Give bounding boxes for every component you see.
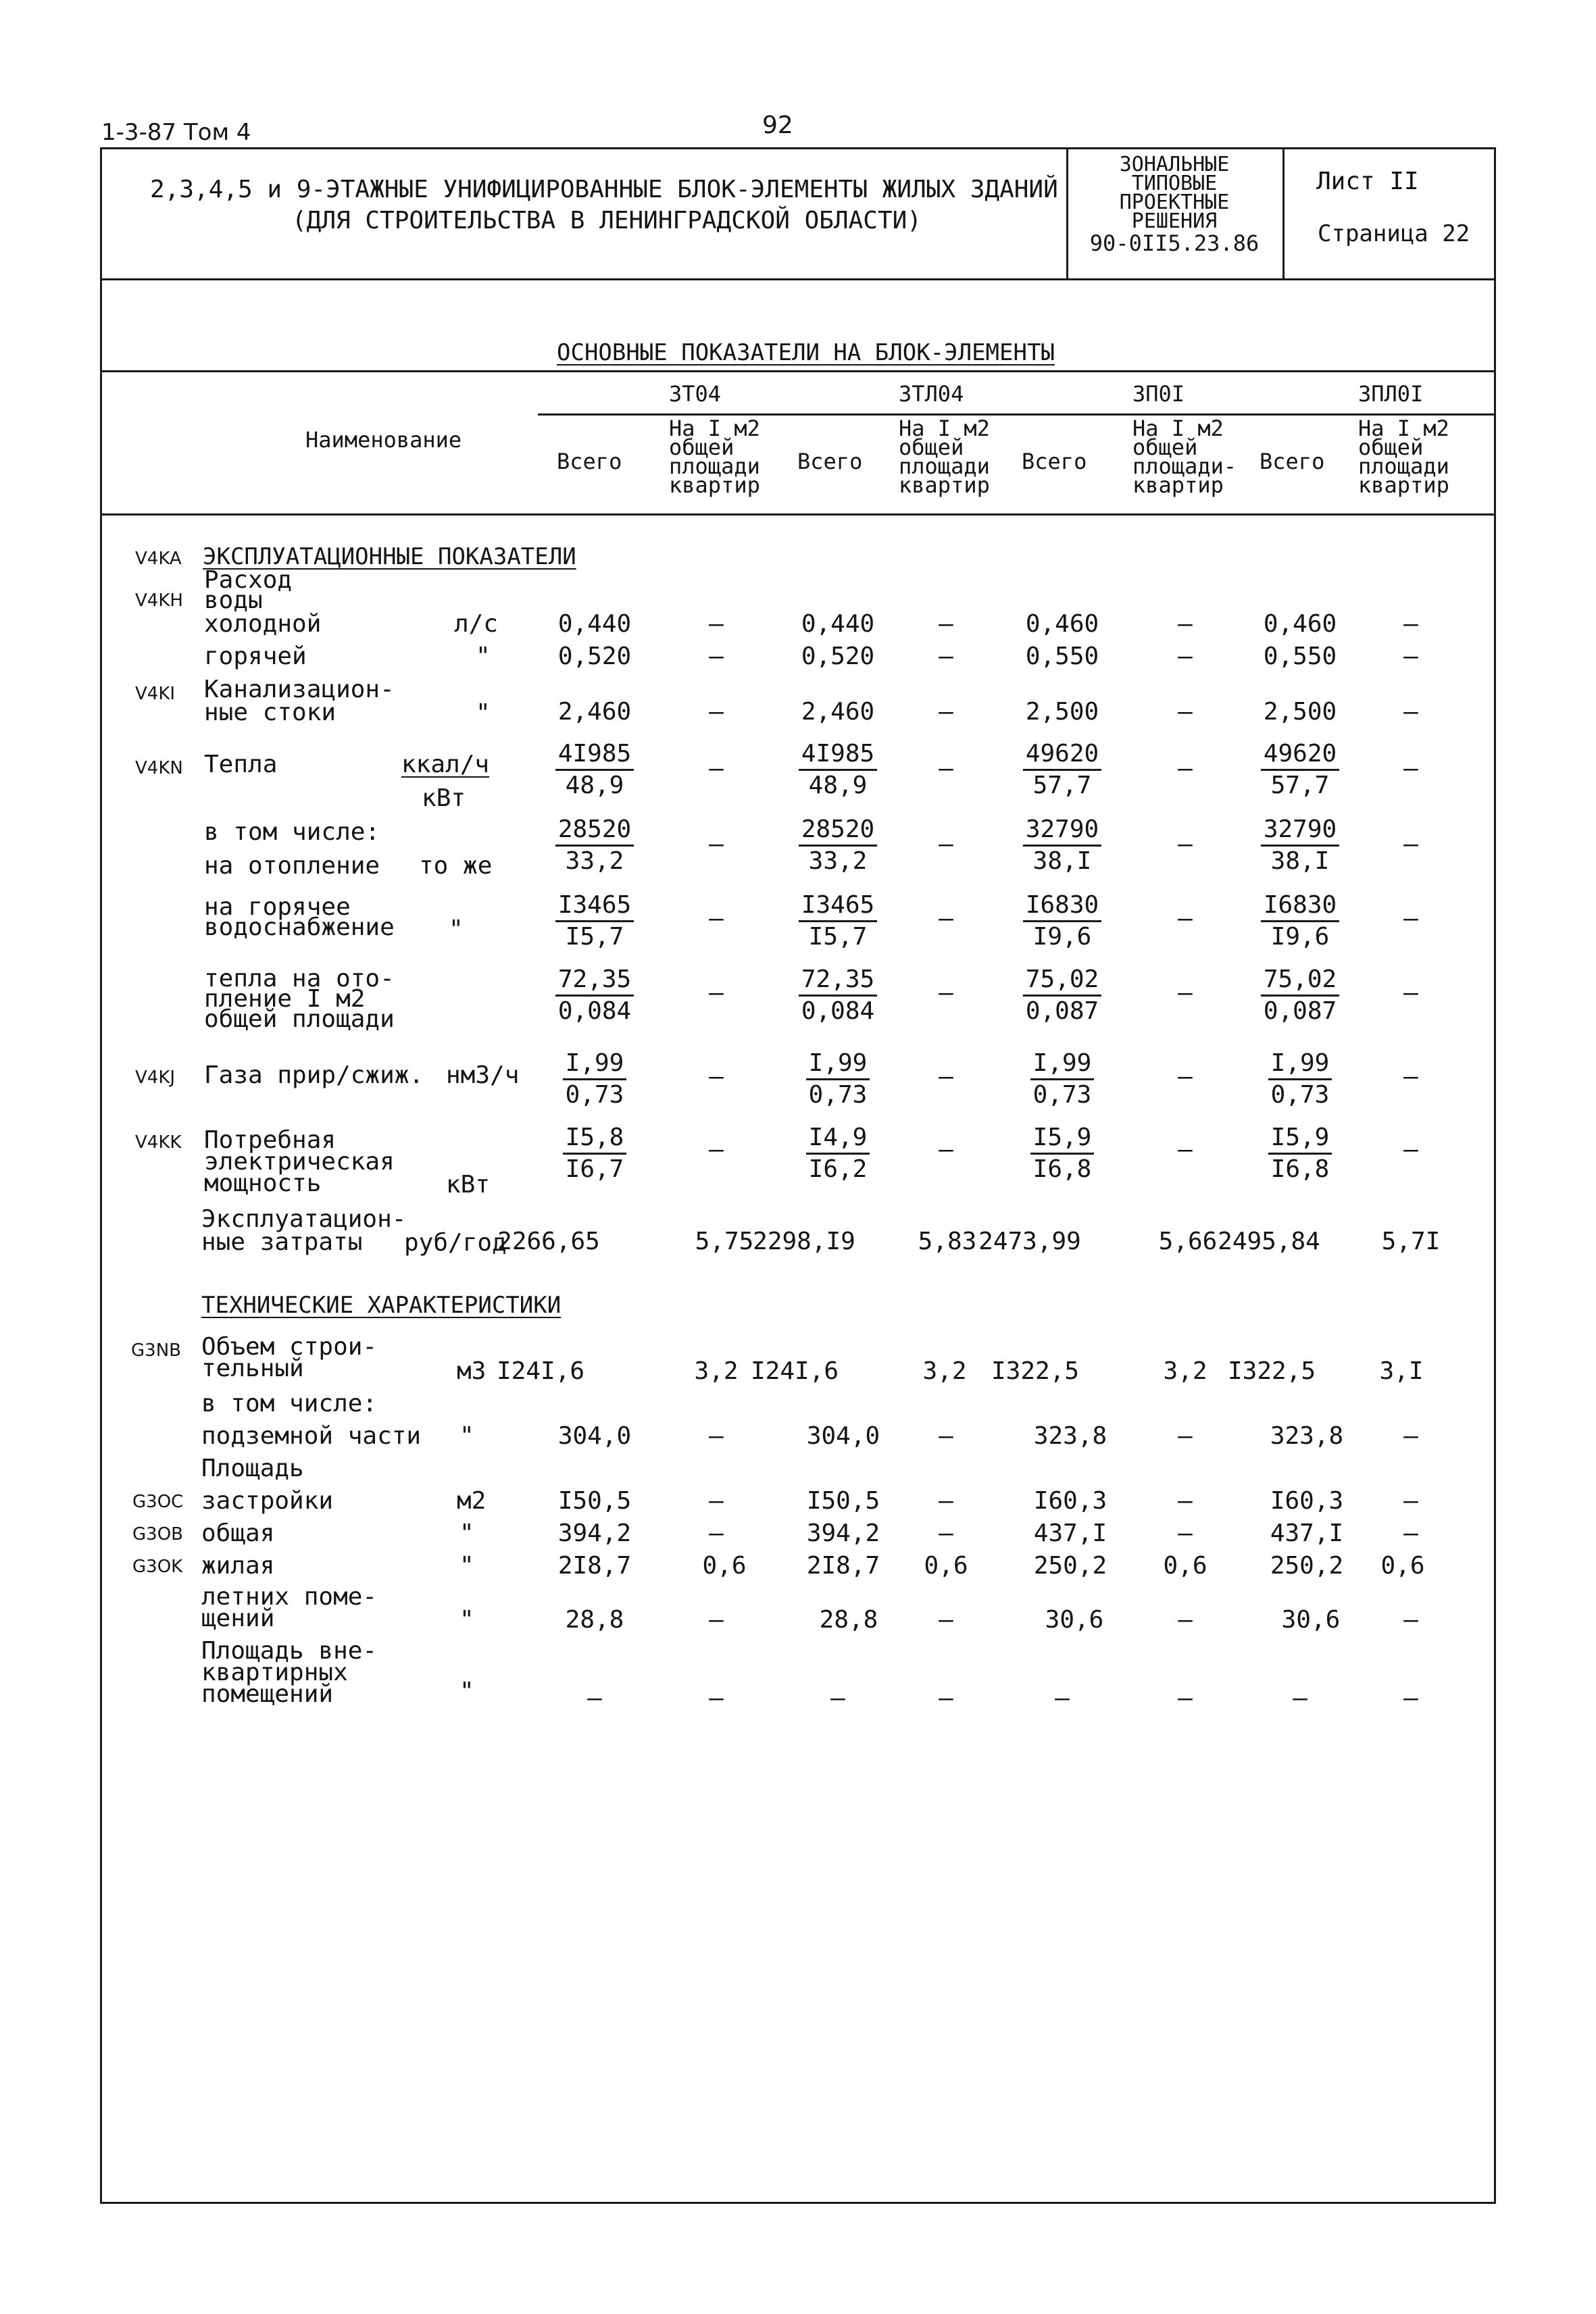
group-3T04: 3Т04	[669, 381, 722, 407]
value-cell: –	[1403, 643, 1418, 670]
value-cell: I322,5	[1227, 1357, 1316, 1385]
value-cell: –	[709, 1487, 724, 1515]
value-cell: 0,520	[801, 643, 875, 670]
row-code: V4KI	[135, 684, 176, 704]
value-cell: 2,460	[801, 698, 875, 726]
value-cell: 304,0	[557, 1422, 632, 1450]
value-cell: 437,I	[1270, 1519, 1344, 1547]
row-unit: "	[459, 1519, 474, 1547]
row-unit: "	[449, 915, 464, 943]
row-unit: м2	[457, 1487, 487, 1515]
row-label: жилая	[201, 1552, 275, 1580]
fraction-cell: $\frac{I,99}{0,73}$	[1232, 1049, 1368, 1110]
row-label: летних поме- щений	[201, 1583, 378, 1632]
value-cell: –	[1403, 1063, 1418, 1090]
row-unit: то же	[419, 852, 493, 880]
value-cell: 0,550	[1025, 643, 1099, 670]
value-cell: –	[1403, 755, 1418, 782]
row-label: Газа прир/сжиж.	[204, 1061, 424, 1089]
value-cell: 2266,65	[497, 1228, 600, 1255]
value-cell: –	[1178, 979, 1193, 1007]
value-cell: –	[709, 830, 724, 858]
fraction-cell: $\frac{32790}{38,I}$	[995, 815, 1130, 876]
value-cell: I50,5	[806, 1487, 880, 1515]
row-unit: м3	[457, 1357, 487, 1385]
value-cell: –	[939, 1136, 953, 1163]
row-label: подземной части	[201, 1422, 422, 1450]
row-code: V4KA	[135, 549, 182, 569]
fraction-cell: $\frac{72,35}{0,084}$	[527, 965, 662, 1026]
row-unit: "	[476, 643, 491, 670]
fraction-cell: $\frac{I4,9}{I6,2}$	[770, 1123, 905, 1184]
value-cell: I60,3	[1033, 1487, 1107, 1515]
value-cell: –	[1178, 1684, 1193, 1712]
stamp-title-line2: (ДЛЯ СТРОИТЕЛЬСТВА В ЛЕНИНГРАДСКОЙ ОБЛАСТИ)	[292, 207, 922, 234]
value-cell: –	[1178, 1422, 1193, 1450]
value-cell: 28,8	[819, 1606, 878, 1634]
row-code: G3OC	[132, 1492, 184, 1512]
document-reference: 1-3-87 Том 4	[101, 119, 251, 146]
fraction-cell: $\frac{I6830}{I9,6}$	[995, 890, 1130, 952]
value-cell: –	[1403, 1606, 1418, 1634]
value-cell: –	[939, 830, 953, 858]
fraction-cell: $\frac{I5,8}{I6,7}$	[527, 1123, 662, 1184]
value-cell: –	[1178, 905, 1193, 932]
name-header: Наименование	[305, 427, 462, 453]
row-label: Тепла	[204, 751, 278, 778]
value-cell: 0,460	[1025, 610, 1099, 638]
row-label: Площадь	[201, 1455, 304, 1482]
fraction-cell: $\frac{I,99}{0,73}$	[770, 1049, 905, 1110]
value-cell: –	[939, 905, 953, 932]
fraction-cell: $\frac{4I985}{48,9}$	[527, 739, 662, 801]
row-label: Потребная электрическая мощность	[204, 1126, 395, 1197]
row-label: Объем строи- тельный	[201, 1333, 378, 1382]
fraction-cell: $\frac{I3465}{I5,7}$	[527, 890, 662, 952]
fraction-cell: $\frac{75,02}{0,087}$	[995, 965, 1130, 1026]
row-label: горячей	[204, 643, 307, 670]
zonal-line: ЗОНАЛЬНЫЕ	[1119, 153, 1230, 176]
value-cell: I50,5	[557, 1487, 632, 1515]
value-cell: 30,6	[1045, 1606, 1104, 1634]
value-cell: –	[709, 698, 724, 726]
row-unit: "	[459, 1606, 474, 1634]
value-cell: –	[1403, 1684, 1418, 1712]
sheet-number: Лист II	[1316, 168, 1419, 195]
value-cell: –	[939, 1487, 953, 1515]
fraction-cell: $\frac{32790}{38,I}$	[1232, 815, 1368, 876]
value-cell: 437,I	[1033, 1519, 1107, 1547]
value-cell: 28,8	[565, 1606, 624, 1634]
value-cell: –	[587, 1684, 602, 1712]
value-cell: –	[1178, 830, 1193, 858]
value-cell: 250,2	[1033, 1552, 1107, 1580]
value-cell: I24I,6	[496, 1357, 585, 1385]
value-cell: –	[1178, 1519, 1193, 1547]
value-cell: –	[939, 610, 953, 638]
value-cell: –	[939, 1606, 953, 1634]
row-label: в том числе:	[204, 818, 380, 846]
value-cell: 5,66	[1158, 1228, 1218, 1255]
value-cell: –	[1403, 1519, 1418, 1547]
value-cell: 3,I	[1379, 1357, 1424, 1385]
value-cell: –	[1403, 979, 1418, 1007]
row-label: застройки	[201, 1487, 334, 1515]
value-cell: 0,550	[1263, 643, 1337, 670]
fraction-cell: $\frac{I5,9}{I6,8}$	[995, 1123, 1130, 1184]
row-label: в том числе:	[201, 1390, 378, 1417]
value-cell: –	[709, 1063, 724, 1090]
value-cell: 3,2	[922, 1357, 967, 1385]
group-3PL01: 3ПЛ0I	[1358, 381, 1424, 407]
total-header: Всего	[1260, 449, 1325, 474]
row-unit: кВт	[446, 1171, 491, 1199]
value-cell: –	[1178, 1063, 1193, 1090]
total-header: Всего	[557, 449, 622, 474]
value-cell: 2,500	[1263, 698, 1337, 726]
fraction-cell: $\frac{I6830}{I9,6}$	[1232, 890, 1368, 952]
value-cell: –	[1403, 1422, 1418, 1450]
value-cell: I60,3	[1270, 1487, 1344, 1515]
value-cell: –	[709, 755, 724, 782]
value-cell: –	[709, 610, 724, 638]
per-m2-header: На I м2 общей площади квартир	[669, 416, 760, 498]
row-code: G3OB	[132, 1524, 183, 1544]
value-cell: –	[1178, 1606, 1193, 1634]
per-m2-header: На I м2 общей площади- квартир	[1132, 416, 1237, 498]
row-label: Эксплуатацион- ные затраты	[201, 1205, 407, 1256]
value-cell: –	[939, 1063, 953, 1090]
fraction-cell: $\frac{I,99}{0,73}$	[527, 1049, 662, 1110]
row-unit: руб/год	[404, 1229, 507, 1257]
value-cell: –	[709, 1136, 724, 1163]
stamp-divider-2	[1282, 147, 1285, 278]
value-cell: 2298,I9	[753, 1228, 855, 1255]
row-code: V4KH	[135, 590, 183, 611]
value-cell: 0,460	[1263, 610, 1337, 638]
value-cell: 0,6	[1380, 1552, 1425, 1580]
value-cell: –	[1178, 1487, 1193, 1515]
header-bottom-line	[100, 513, 1496, 515]
value-cell: –	[1403, 1136, 1418, 1163]
total-header: Всего	[797, 449, 863, 474]
zonal-code: 90-0II5.23.86	[1089, 230, 1260, 256]
row-label: общая	[201, 1519, 275, 1547]
value-cell: –	[1403, 610, 1418, 638]
stamp-bottom-line	[100, 278, 1496, 280]
row-code: V4KK	[135, 1132, 182, 1153]
value-cell: –	[709, 643, 724, 670]
row-unit: "	[459, 1678, 474, 1705]
sheet-page: Страница 22	[1318, 220, 1470, 247]
fraction-cell: $\frac{75,02}{0,087}$	[1232, 965, 1368, 1026]
value-cell: –	[1178, 1136, 1193, 1163]
zonal-line: ТИПОВЫЕ	[1131, 172, 1218, 195]
row-code: V4KJ	[135, 1067, 176, 1088]
row-label: на отопление	[204, 852, 380, 880]
value-cell: 0,6	[702, 1552, 747, 1580]
header-top-line	[100, 370, 1496, 372]
fraction-cell: $\frac{49620}{57,7}$	[1232, 739, 1368, 801]
value-cell: 0,520	[557, 643, 632, 670]
row-unit: нм3/ч	[446, 1061, 520, 1089]
value-cell: –	[1403, 905, 1418, 932]
table-caption: ОСНОВНЫЕ ПОКАЗАТЕЛИ НА БЛОК-ЭЛЕМЕНТЫ	[557, 339, 1055, 366]
value-cell: –	[1178, 755, 1193, 782]
value-cell: –	[939, 755, 953, 782]
value-cell: –	[1178, 643, 1193, 670]
zonal-block	[1068, 153, 1281, 256]
value-cell: 3,2	[694, 1357, 739, 1385]
fraction-cell: $\frac{72,35}{0,084}$	[770, 965, 905, 1026]
section-operational: ЭКСПЛУАТАЦИОННЫЕ ПОКАЗАТЕЛИ	[203, 543, 576, 570]
value-cell: –	[1403, 1487, 1418, 1515]
value-cell: –	[709, 1422, 724, 1450]
value-cell: 2495,84	[1218, 1228, 1320, 1255]
row-unit: ккал/ч	[401, 751, 490, 778]
value-cell: –	[939, 979, 953, 1007]
row-label: на горячее водоснабжение	[204, 893, 395, 941]
row-unit: "	[459, 1552, 474, 1580]
per-m2-header: На I м2 общей площади квартир	[899, 416, 990, 498]
water-label: Расход воды	[204, 566, 293, 614]
row-label: Площадь вне- квартирных помещений	[201, 1637, 378, 1708]
value-cell: 250,2	[1270, 1552, 1344, 1580]
row-code: G3OK	[132, 1557, 183, 1577]
fraction-cell: $\frac{I3465}{I5,7}$	[770, 890, 905, 952]
row-unit: кВт	[422, 784, 466, 812]
value-cell: 304,0	[806, 1422, 880, 1450]
section-technical: ТЕХНИЧЕСКИЕ ХАРАКТЕРИСТИКИ	[201, 1292, 562, 1319]
value-cell: –	[1403, 830, 1418, 858]
row-unit: л/с	[454, 610, 499, 638]
value-cell: –	[1178, 610, 1193, 638]
value-cell: –	[939, 1519, 953, 1547]
value-cell: 2473,99	[978, 1228, 1081, 1255]
row-unit: "	[459, 1422, 474, 1450]
value-cell: 5,75	[695, 1228, 754, 1255]
value-cell: 0,440	[557, 610, 632, 638]
value-cell: 0,6	[924, 1552, 968, 1580]
stamp-title-line1: 2,3,4,5 и 9-ЭТАЖНЫЕ УНИФИЦИРОВАННЫЕ БЛОК-ЭЛЕМЕНТЫ ЖИЛЫХ ЗДАНИЙ	[150, 176, 1058, 203]
fraction-cell: $\frac{4I985}{48,9}$	[770, 739, 905, 801]
value-cell: –	[1178, 698, 1193, 726]
value-cell: –	[939, 643, 953, 670]
value-cell: –	[939, 1684, 953, 1712]
value-cell: 2I8,7	[806, 1552, 880, 1580]
fraction-cell: $\frac{I,99}{0,73}$	[995, 1049, 1130, 1110]
fraction-cell: $\frac{49620}{57,7}$	[995, 739, 1130, 801]
value-cell: 5,83	[918, 1228, 977, 1255]
value-cell: 30,6	[1281, 1606, 1341, 1634]
value-cell: –	[709, 905, 724, 932]
value-cell: 2,500	[1025, 698, 1099, 726]
value-cell: I322,5	[991, 1357, 1080, 1385]
value-cell: 394,2	[557, 1519, 632, 1547]
value-cell: –	[709, 1519, 724, 1547]
value-cell: –	[939, 698, 953, 726]
group-3P01: 3П0I	[1132, 381, 1185, 407]
value-cell: –	[709, 1684, 724, 1712]
row-label: тепла на ото- пление I м2 общей площади	[204, 965, 395, 1033]
value-cell: –	[1055, 1684, 1070, 1712]
row-label: Канализацион- ные стоки	[204, 676, 395, 726]
value-cell: 323,8	[1033, 1422, 1107, 1450]
fraction-cell: $\frac{28520}{33,2}$	[527, 815, 662, 876]
value-cell: –	[1293, 1684, 1307, 1712]
zonal-line: ПРОЕКТНЫЕ	[1119, 191, 1230, 214]
fraction-cell: $\frac{I5,9}{I6,8}$	[1232, 1123, 1368, 1184]
row-code: G3NB	[131, 1340, 181, 1361]
value-cell: –	[830, 1684, 845, 1712]
page-number: 92	[762, 111, 793, 139]
value-cell: 2I8,7	[557, 1552, 632, 1580]
value-cell: 3,2	[1163, 1357, 1207, 1385]
fraction-cell: $\frac{28520}{33,2}$	[770, 815, 905, 876]
row-unit: "	[476, 699, 491, 727]
value-cell: –	[709, 1606, 724, 1634]
value-cell: 0,440	[801, 610, 875, 638]
value-cell: 2,460	[557, 698, 632, 726]
zonal-line: РЕШЕНИЯ	[1131, 209, 1218, 233]
total-header: Всего	[1022, 449, 1087, 474]
value-cell: –	[1403, 698, 1418, 726]
value-cell: –	[709, 979, 724, 1007]
value-cell: 394,2	[806, 1519, 880, 1547]
row-label: холодной	[204, 610, 322, 638]
group-3TL04: 3ТЛ04	[899, 381, 964, 407]
value-cell: –	[939, 1422, 953, 1450]
row-code: V4KN	[135, 758, 183, 778]
value-cell: 323,8	[1270, 1422, 1344, 1450]
value-cell: I24I,6	[750, 1357, 839, 1385]
per-m2-header: На I м2 общей площади квартир	[1358, 416, 1449, 498]
value-cell: 0,6	[1163, 1552, 1207, 1580]
value-cell: 5,7I	[1381, 1228, 1441, 1255]
